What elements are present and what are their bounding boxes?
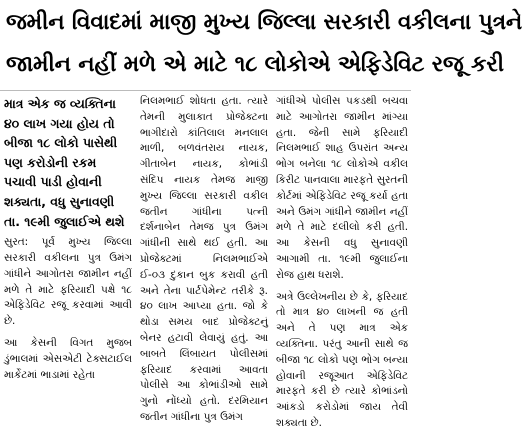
column-1-paragraph-2: આ કેસની વિગત મુજબ ડુંભાલમાં એસએટી ટેક્સટાઈલ માર્કેટમાં ભાડામાં રહેતા (4, 336, 132, 381)
column-3-paragraph-1: ગાંધીએ પોલીસ પકડથી બચવા માટે આગોતરા જામીન માંગ્યા હતા. જેની સામે ફરિયાદી નિલમભાઈ શાહ ઉપરાંત અન્ય ભોગ બનેલા ૧૮ લોકોએ વકીલ કિરીટ પાનવાલા મારફતે સુરતની કોર્ટમાં એફિડેવિટ રજૂ કર્યા હતા અને ઉમંગ ગાંધીને જામીન નહીં મળે તે માટે દલીલો કરી હતી. આ કેસની વધુ સુનાવણી આગામી તા. ૧૯મી જુલાઈના રોજ હાથ ધરાશે. (276, 95, 408, 281)
column-1 (4, 94, 132, 411)
lead-text: એક જ વ્યક્તિના ૪૦ લાખ ગયા હોય તો બીજા ૧૮ લોકો પાસેથી પણ કરોડોની રકમ પચાવી પાડી હોવાની શક્યતા, વધુ સુનાવણી તા. ૧૯મી જુલાઈએ થશે (4, 96, 125, 229)
headline-line-2: જામીન નહીં મળે એ માટે ૧૮ લોકોએ એફિડેવિટ રજૂ કરી (6, 52, 504, 77)
headline-divider (0, 90, 411, 91)
lead-label: માત્ર (4, 96, 24, 111)
column-3 (276, 94, 408, 429)
lead-summary (4, 94, 132, 231)
column-2-paragraph: નિલમભાઈ શોધતા હતા. ત્યારે તેમની મુલાકાત પ્રોજેક્ટના ભાગીદારો કાંતિલાલ મનલાલ માળી, બળવંતરાય નાયક, ગીતાબેન નાયક, કોભાંડી સંદિપ નાયક તેમજ માજી મુખ્ય જિલ્લા સરકારી વકીલ જતીન ગાંધીના પત્ની દર્શનાબેન તેમજ પુત્ર ઉમંગ ગાંધીની સાથે થઈ હતી. આ પ્રોજેક્ટમાં નિલમભાઈએ ઈ-૦૩ દુકાન બુક કરાવી હતી અને તેના પાર્ટપેમેન્ટ તરીકે રૂ. ૪૦ લાખ આપ્યા હતા. જો કે થોડા સમય બાદ પ્રોજેક્ટનું બેનર હટાવી લેવાયું હતું. આ બાબતે લિંબાયત પોલીસમાં ફરિયાદ કરવામાં આવતા પોલીસે આ કોભાંડીઓ સામે ગુનો નોંધ્યો હતો. દરમિયાન જતીન ગાંધીના પુત્ર ઉમંગ (140, 95, 268, 423)
column-3-paragraph-2: અત્રે ઉલ્લેખનીય છે કે, ફરિયાદ તો માત્ર ૪૦ લાખની જ હતી અને તે પણ માત્ર એક વ્યક્તિના. પરંતુ આની સાથે જ બીજા ૧૮ લોકો પણ ભોગ બન્યા હોવાની રજૂઆત એફિડેવિટ મારફતે કરી છે ત્યારે કોભાંડનો આંકડો કરોડોમાં જાય તેવી શક્યતા છે. (276, 290, 408, 429)
column-1-paragraph-1: સુરત: પૂર્વ મુખ્ય જિલ્લા સરકારી વકીલના પુત્ર ઉમંગ ગાંધીને આગોતરા જામીન નહીં મળે તે માટે ફરિયાદી પક્ષે ૧૮ એફિડેવિટ રજૂ કરવામાં આવી છે. (4, 236, 132, 328)
headline (0, 0, 522, 88)
column-2 (140, 94, 268, 423)
headline-line-1: જમીન વિવાદમાં માજી મુખ્ય જિલ્લા સરકારી વકીલના પુત્રને (6, 10, 522, 35)
